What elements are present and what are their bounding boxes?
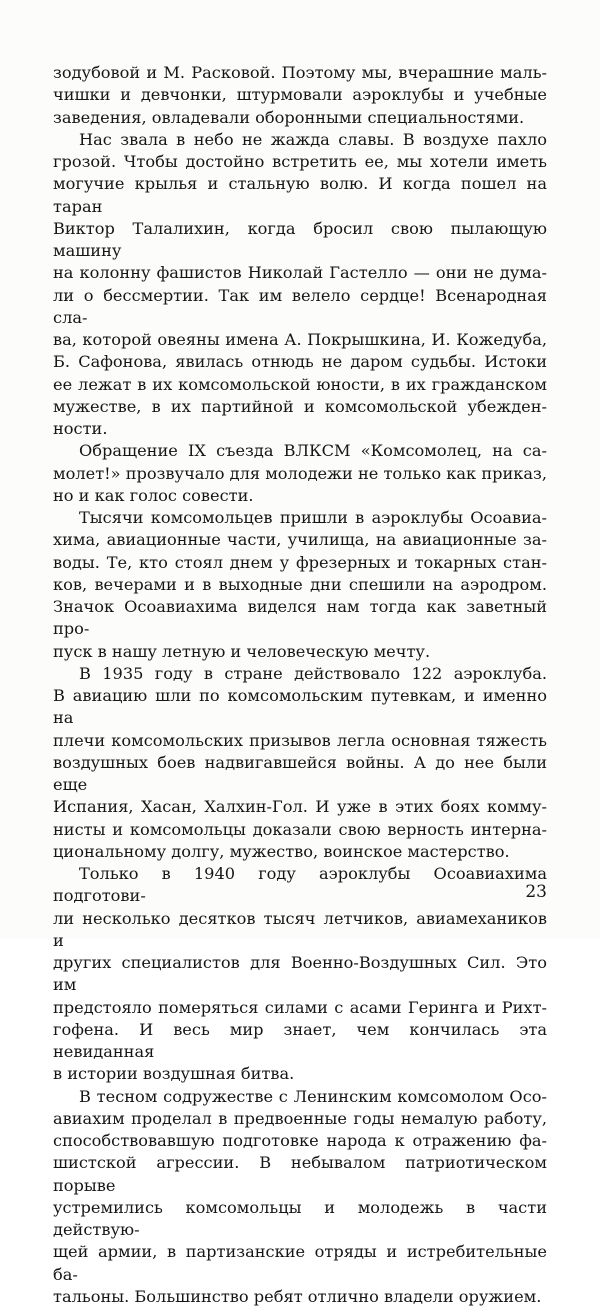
text-line: авиахим проделал в предвоенные годы немалую работу,: [53, 1108, 547, 1130]
paragraph: [53, 62, 547, 129]
paragraph: [53, 663, 547, 863]
text-line: зодубовой и М. Расковой. Поэтому мы, вчерашние маль-: [53, 62, 547, 84]
paragraph: [53, 129, 547, 441]
text-line: устремились комсомольцы и молодежь в части действую-: [53, 1197, 547, 1242]
text-line: ее лежат в их комсомольской юности, в их гражданском: [53, 374, 547, 396]
text-line: способствовавшую подготовке народа к отражению фа-: [53, 1130, 547, 1152]
text-line: грозой. Чтобы достойно встретить ее, мы хотели иметь: [53, 151, 547, 173]
text-line: заведения, овладевали оборонными специальностями.: [53, 107, 547, 129]
text-line: Виктор Талалихин, когда бросил свою пылающую машину: [53, 218, 547, 263]
text-line: щей армии, в партизанские отряды и истребительные ба-: [53, 1241, 547, 1286]
text-line: на колонну фашистов Николай Гастелло — они не дума-: [53, 262, 547, 284]
text-line: нисты и комсомольцы доказали свою верность интерна-: [53, 819, 547, 841]
text-line: Испания, Хасан, Халхин-Гол. И уже в этих боях комму-: [53, 796, 547, 818]
text-line: но и как голос совести.: [53, 485, 547, 507]
body-text: [53, 62, 547, 1308]
text-line: гофена. И весь мир знает, чем кончилась эта невиданная: [53, 1019, 547, 1064]
paragraph: [53, 863, 547, 1086]
text-line: Только в 1940 году аэроклубы Осоавиахима подготови-: [53, 863, 547, 908]
paragraph: [53, 1086, 547, 1308]
text-line: мужестве, в их партийной и комсомольской убежден-: [53, 396, 547, 418]
text-line: шистской агрессии. В небывалом патриотическом порыве: [53, 1152, 547, 1197]
paragraph: [53, 440, 547, 507]
text-line: ли о бессмертии. Так им велело сердце! Всенародная сла-: [53, 285, 547, 330]
text-line: Значок Осоавиахима виделся нам тогда как заветный про-: [53, 596, 547, 641]
text-line: хима, авиационные части, училища, на авиационные за-: [53, 529, 547, 551]
text-line: В авиацию шли по комсомольским путевкам, и именно на: [53, 685, 547, 730]
text-line: циональному долгу, мужество, воинское мастерство.: [53, 841, 547, 863]
text-line: пуск в нашу летную и человеческую мечту.: [53, 641, 547, 663]
text-line: предстояло померяться силами с асами Геринга и Рихт-: [53, 997, 547, 1019]
text-line: В тесном содружестве с Ленинским комсомолом Осо-: [53, 1086, 547, 1108]
text-line: чишки и девчонки, штурмовали аэроклубы и учебные: [53, 84, 547, 106]
text-line: могучие крылья и стальную волю. И когда пошел на таран: [53, 173, 547, 218]
text-line: в истории воздушная битва.: [53, 1063, 547, 1085]
text-line: плечи комсомольских призывов легла основная тяжесть: [53, 730, 547, 752]
text-line: Обращение IX съезда ВЛКСМ «Комсомолец, на са-: [53, 440, 547, 462]
text-line: тальоны. Большинство ребят отлично владели оружием.: [53, 1286, 547, 1308]
text-line: Б. Сафонова, явилась отнюдь не даром судьбы. Истоки: [53, 351, 547, 373]
text-line: воды. Те, кто стоял днем у фрезерных и токарных стан-: [53, 552, 547, 574]
page-number: 23: [525, 882, 547, 902]
text-line: ва, которой овеяны имена А. Покрышкина, И. Кожедуба,: [53, 329, 547, 351]
text-line: Нас звала в небо не жажда славы. В воздухе пахло: [53, 129, 547, 151]
text-line: В 1935 году в стране действовало 122 аэроклуба.: [53, 663, 547, 685]
text-line: молет!» прозвучало для молодежи не только как приказ,: [53, 463, 547, 485]
paragraph: [53, 507, 547, 663]
text-line: ности.: [53, 418, 547, 440]
text-line: воздушных боев надвигавшейся войны. А до нее были еще: [53, 752, 547, 797]
text-line: других специалистов для Военно-Воздушных Сил. Это им: [53, 952, 547, 997]
text-line: ков, вечерами и в выходные дни спешили на аэродром.: [53, 574, 547, 596]
text-line: Тысячи комсомольцев пришли в аэроклубы Осоавиа-: [53, 507, 547, 529]
text-line: ли несколько десятков тысяч летчиков, авиамехаников и: [53, 908, 547, 953]
